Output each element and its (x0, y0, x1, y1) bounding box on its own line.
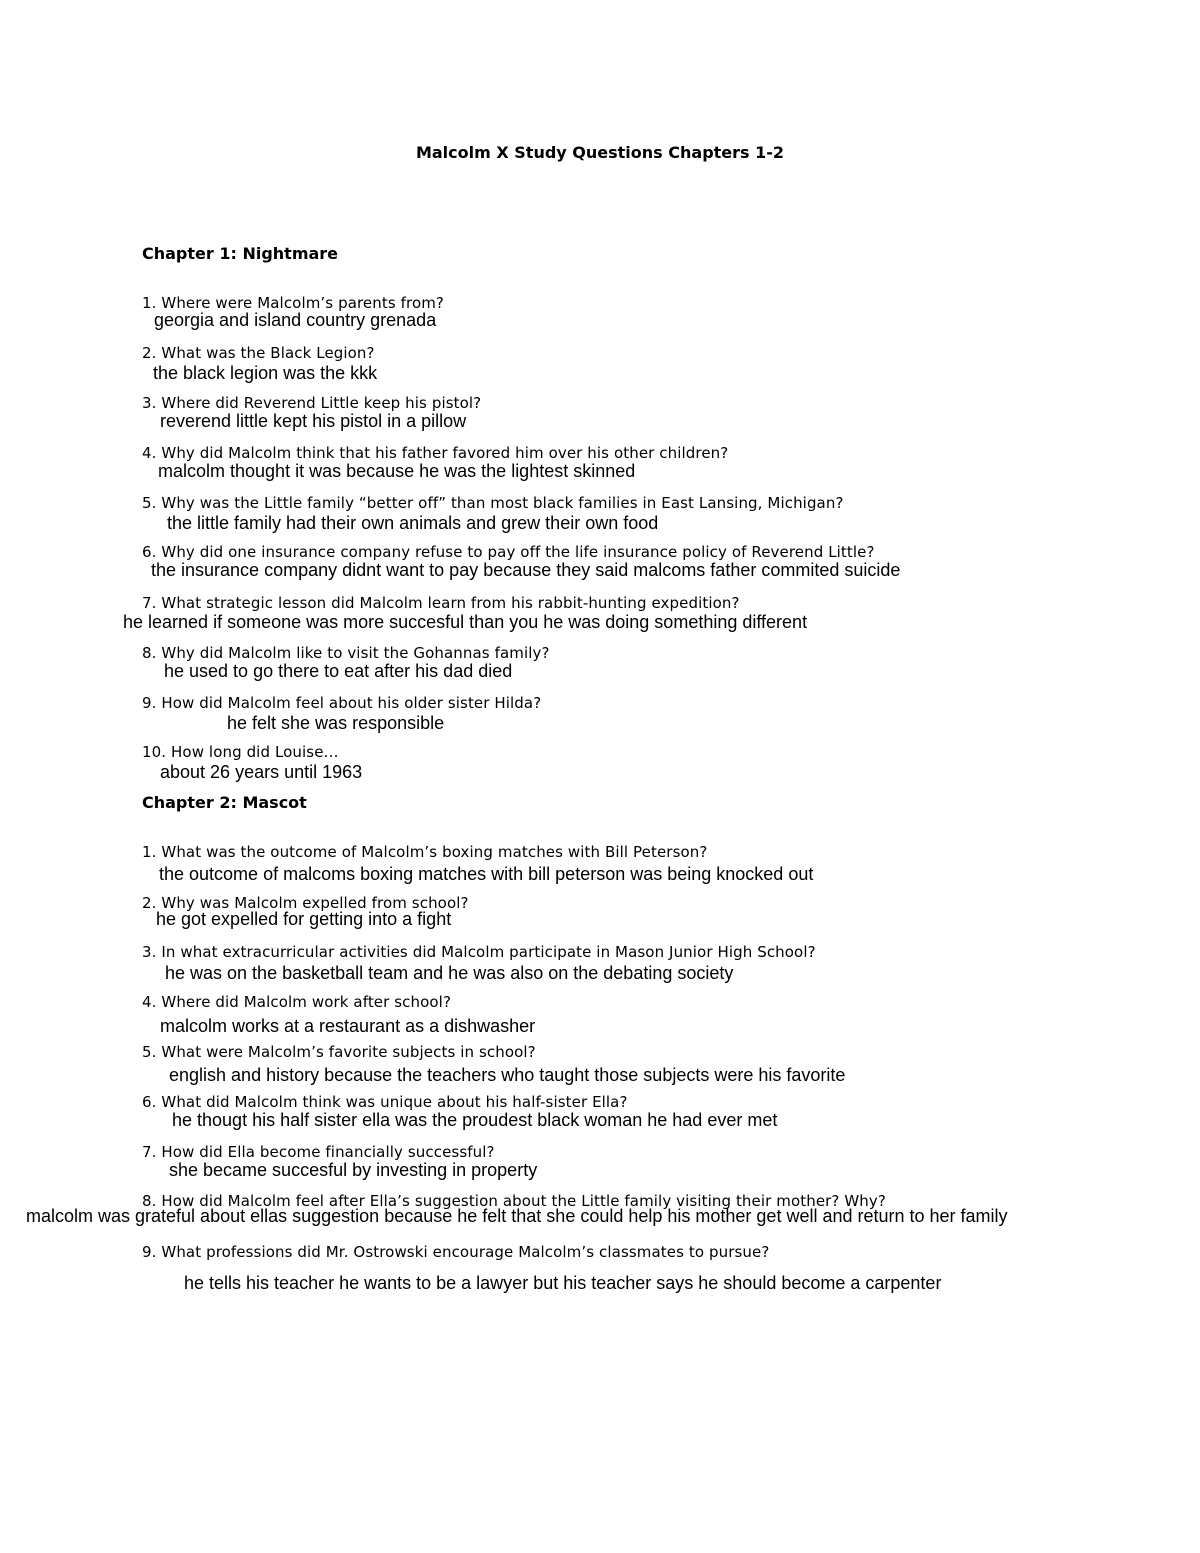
question-1-1: 1. Where were Malcolm’s parents from? (142, 294, 444, 312)
question-1-4: 4. Why did Malcolm think that his father favored him over his other children? (142, 444, 729, 462)
answer-2-8: malcolm was grateful about ellas suggestion because he felt that she could help his mother get well and return to her family (26, 1206, 1008, 1226)
question-2-2: 2. Why was Malcolm expelled from school? (142, 894, 469, 912)
question-1-5: 5. Why was the Little family “better off” than most black families in East Lansing, Michigan? (142, 494, 844, 512)
answer-2-5: english and history because the teachers who taught those subjects were his favorite (169, 1065, 846, 1085)
question-1-2: 2. What was the Black Legion? (142, 344, 375, 362)
question-1-6: 6. Why did one insurance company refuse to pay off the life insurance policy of Reverend Little? (142, 543, 875, 561)
answer-1-4: malcolm thought it was because he was the lightest skinned (158, 461, 636, 481)
answer-2-2: he got expelled for getting into a fight (156, 909, 452, 929)
answer-1-3: reverend little kept his pistol in a pillow (160, 411, 467, 431)
chapter-2-heading: Chapter 2: Mascot (142, 793, 307, 812)
answer-2-4: malcolm works at a restaurant as a dishwasher (160, 1016, 536, 1036)
question-2-1: 1. What was the outcome of Malcolm’s boxing matches with Bill Peterson? (142, 843, 708, 861)
answer-2-7: she became succesful by investing in property (169, 1160, 538, 1180)
answer-1-8: he used to go there to eat after his dad died (164, 661, 513, 681)
question-2-5: 5. What were Malcolm’s favorite subjects in school? (142, 1043, 536, 1061)
chapter-1-heading: Chapter 1: Nightmare (142, 244, 339, 263)
question-2-7: 7. How did Ella become financially successful? (142, 1143, 495, 1161)
question-2-4: 4. Where did Malcolm work after school? (142, 993, 452, 1011)
answer-2-1: the outcome of malcoms boxing matches with bill peterson was being knocked out (159, 864, 814, 884)
question-2-8: 8. How did Malcolm feel after Ella’s suggestion about the Little family visiting their mother? Why? (142, 1192, 886, 1210)
question-2-9: 9. What professions did Mr. Ostrowski encourage Malcolm’s classmates to pursue? (142, 1243, 770, 1261)
question-1-9: 9. How did Malcolm feel about his older sister Hilda? (142, 694, 542, 712)
answer-1-6: the insurance company didnt want to pay because they said malcoms father commited suicide (151, 560, 901, 580)
answer-1-9: he felt she was responsible (227, 713, 445, 733)
answer-2-6: he thougt his half sister ella was the proudest black woman he had ever met (172, 1110, 778, 1130)
question-1-10: 10. How long did Louise… (142, 743, 339, 761)
answer-1-10: about 26 years until 1963 (160, 762, 363, 782)
answer-1-2: the black legion was the kkk (153, 363, 378, 383)
question-1-8: 8. Why did Malcolm like to visit the Gohannas family? (142, 644, 550, 662)
question-2-6: 6. What did Malcolm think was unique about his half-sister Ella? (142, 1093, 628, 1111)
document-title: Malcolm X Study Questions Chapters 1-2 (415, 143, 785, 162)
answer-2-3: he was on the basketball team and he was also on the debating society (165, 963, 734, 983)
answer-1-5: the little family had their own animals and grew their own food (167, 513, 659, 533)
question-2-3: 3. In what extracurricular activities did Malcolm participate in Mason Junior High School? (142, 943, 816, 961)
answer-2-9: he tells his teacher he wants to be a lawyer but his teacher says he should become a carpenter (184, 1273, 942, 1293)
question-1-3: 3. Where did Reverend Little keep his pistol? (142, 394, 482, 412)
question-1-7: 7. What strategic lesson did Malcolm learn from his rabbit-hunting expedition? (142, 594, 740, 612)
answer-1-7: he learned if someone was more succesful than you he was doing something different (123, 612, 808, 632)
answer-1-1: georgia and island country grenada (154, 310, 437, 330)
